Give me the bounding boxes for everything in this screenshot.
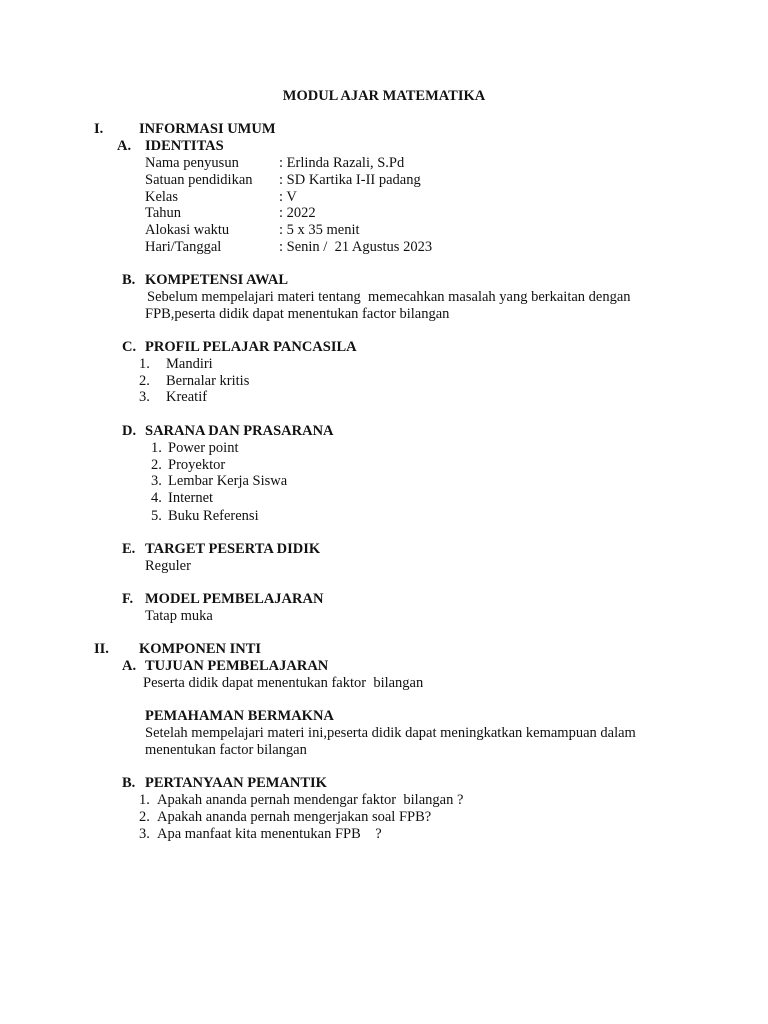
pemahaman-heading: PEMAHAMAN BERMAKNA [145, 708, 334, 724]
model-text: Tatap muka [145, 608, 213, 624]
identitas-heading: IDENTITAS [145, 138, 224, 154]
model-letter: F. [122, 591, 134, 607]
tujuan-text: Peserta didik dapat menentukan faktor bilangan [143, 675, 424, 691]
section-1-number: I. [94, 121, 104, 137]
section-2-number: II. [94, 641, 109, 657]
sarana-item-number: 5. [151, 508, 162, 524]
identitas-value: : 5 x 35 menit [279, 222, 360, 238]
sarana-item-text: Lembar Kerja Siswa [168, 473, 288, 489]
section-2-heading: KOMPONEN INTI [139, 641, 262, 657]
identitas-label: Satuan pendidikan [145, 172, 253, 188]
identitas-value: : Erlinda Razali, S.Pd [279, 155, 405, 171]
profil-item-text: Mandiri [166, 356, 213, 372]
identitas-label: Nama penyusun [145, 155, 239, 171]
kompetensi-text-line: Sebelum mempelajari materi tentang memecahkan masalah yang berkaitan dengan [147, 289, 631, 305]
profil-item-number: 3. [139, 389, 150, 405]
pertanyaan-item-text: Apa manfaat kita menentukan FPB ? [157, 826, 382, 842]
identitas-label: Alokasi waktu [145, 222, 230, 238]
identitas-value: : V [279, 189, 297, 205]
pemahaman-text-line: Setelah mempelajari materi ini,peserta didik dapat meningkatkan kemampuan dalam [145, 725, 636, 741]
pertanyaan-heading: PERTANYAAN PEMANTIK [145, 775, 327, 791]
tujuan-letter: A. [122, 658, 137, 674]
target-text: Reguler [145, 558, 191, 574]
identitas-label: Hari/Tanggal [145, 239, 222, 255]
document-title: MODUL AJAR MATEMATIKA [282, 88, 486, 104]
sarana-item-text: Power point [168, 440, 239, 456]
pertanyaan-item-number: 1. [139, 792, 150, 808]
identitas-letter: A. [117, 138, 132, 154]
pertanyaan-item-number: 3. [139, 826, 150, 842]
section-1-heading: INFORMASI UMUM [139, 121, 276, 137]
profil-heading: PROFIL PELAJAR PANCASILA [145, 339, 357, 355]
kompetensi-text-line: FPB,peserta didik dapat menentukan factor bilangan [145, 306, 450, 322]
identitas-label: Tahun [145, 205, 182, 221]
pertanyaan-item-text: Apakah ananda pernah mendengar faktor bilangan ? [157, 792, 464, 808]
kompetensi-letter: B. [122, 272, 136, 288]
tujuan-heading: TUJUAN PEMBELAJARAN [145, 658, 329, 674]
pertanyaan-letter: B. [122, 775, 136, 791]
sarana-item-number: 3. [151, 473, 162, 489]
pemahaman-text-line: menentukan factor bilangan [145, 742, 307, 758]
sarana-heading: SARANA DAN PRASARANA [145, 423, 334, 439]
sarana-item-text: Internet [168, 490, 214, 506]
pertanyaan-item-number: 2. [139, 809, 150, 825]
target-letter: E. [122, 541, 136, 557]
sarana-item-text: Buku Referensi [168, 508, 259, 524]
identitas-value: : SD Kartika I-II padang [279, 172, 421, 188]
profil-item-text: Bernalar kritis [166, 373, 250, 389]
profil-letter: C. [122, 339, 137, 355]
sarana-item-number: 1. [151, 440, 162, 456]
profil-item-text: Kreatif [166, 389, 208, 405]
pertanyaan-item-text: Apakah ananda pernah mengerjakan soal FPB? [157, 809, 432, 825]
sarana-item-text: Proyektor [168, 457, 226, 473]
kompetensi-heading: KOMPETENSI AWAL [145, 272, 289, 288]
identitas-label: Kelas [145, 189, 179, 205]
profil-item-number: 1. [139, 356, 150, 372]
target-heading: TARGET PESERTA DIDIK [145, 541, 321, 557]
sarana-letter: D. [122, 423, 137, 439]
model-heading: MODEL PEMBELAJARAN [145, 591, 324, 607]
identitas-value: : 2022 [279, 205, 316, 221]
sarana-item-number: 2. [151, 457, 162, 473]
identitas-value: : Senin / 21 Agustus 2023 [279, 239, 433, 255]
profil-item-number: 2. [139, 373, 150, 389]
sarana-item-number: 4. [151, 490, 162, 506]
